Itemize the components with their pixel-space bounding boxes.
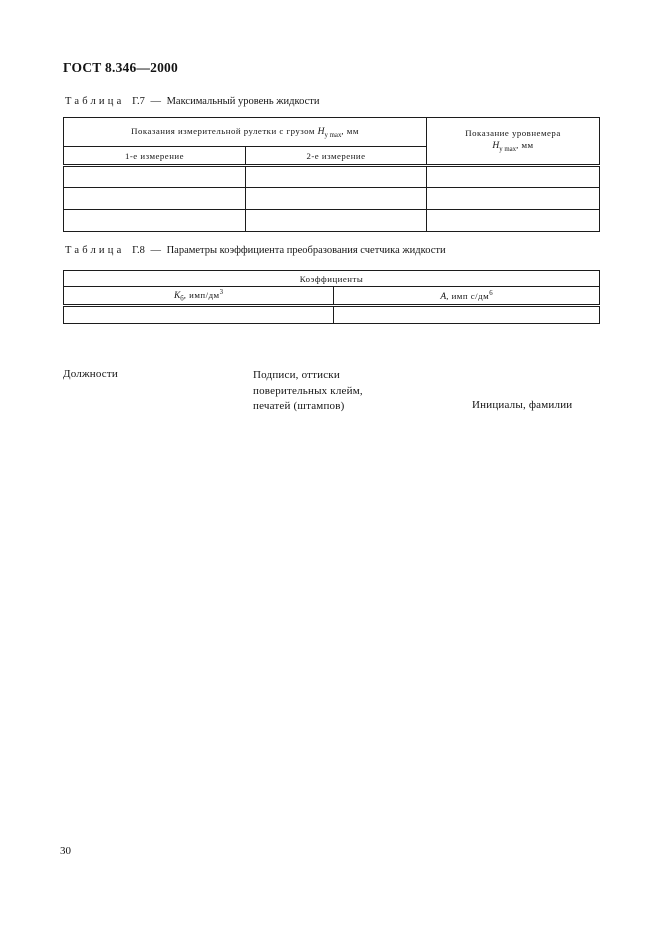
stamp-line: печатей (штампов) xyxy=(253,400,345,412)
g7-header-row-1 xyxy=(64,118,600,147)
g7-col-measurement-2: 2-е измерение xyxy=(246,147,427,166)
g8-empty-row xyxy=(64,306,600,324)
g8-header-coefficients: Коэффициенты xyxy=(64,271,600,287)
caption-title: Параметры коэффициента преобразования счетчика жидкости xyxy=(166,245,446,256)
symbol-H: Н xyxy=(317,126,325,137)
level-gauge-line2: $Н_{у max}$, мм xyxy=(492,139,534,153)
g7-empty-cell xyxy=(427,166,600,188)
g7-empty-cell xyxy=(246,166,427,188)
doc-code-header: ГОСТ 8.346—2000 xyxy=(63,60,178,75)
g7-empty-cell xyxy=(427,188,600,210)
page-number: 30 xyxy=(60,845,71,857)
caption-dash: — xyxy=(150,245,161,256)
g7-header-tape-readings: Показания измерительной рулетки с грузом $Н_{у max}$, мм xyxy=(64,118,427,147)
g7-empty-cell xyxy=(64,188,246,210)
caption-number: Г.7 xyxy=(132,96,145,107)
a-unit-exponent: 6 xyxy=(489,289,493,297)
k-unit-exponent: 3 xyxy=(219,288,224,296)
g8-empty-cell xyxy=(334,306,600,324)
symbol-A: А xyxy=(440,291,447,302)
g7-empty-cell xyxy=(246,210,427,232)
signature-names-label: Инициалы, фамилии xyxy=(472,399,573,411)
g7-empty-cell xyxy=(246,188,427,210)
table-g7-caption xyxy=(65,96,319,107)
g7-header-level-gauge xyxy=(427,118,600,166)
level-gauge-line1: Показание уровнемера xyxy=(465,127,561,138)
g7-empty-cell xyxy=(427,210,600,232)
g8-header-row-1 xyxy=(64,271,600,287)
g7-empty-cell xyxy=(64,210,246,232)
g7-empty-row xyxy=(64,166,600,188)
caption-label: Таблица xyxy=(65,96,125,107)
symbol-K-subscript: б xyxy=(180,295,184,303)
symbol-H: Н xyxy=(492,140,500,151)
signature-positions-label: Должности xyxy=(63,368,118,380)
symbol-K: К xyxy=(173,290,181,301)
g8-col-k-coefficient: $К_б$, имп/$дм^3$ xyxy=(64,287,334,306)
table-g8 xyxy=(63,270,600,324)
caption-label: Таблица xyxy=(65,245,125,256)
caption-number: Г.8 xyxy=(132,245,145,256)
caption-dash: — xyxy=(150,96,161,107)
caption-title: Максимальный уровень жидкости xyxy=(166,96,320,107)
symbol-H-subscript: у max xyxy=(499,145,517,153)
signature-stamp-label xyxy=(253,368,363,415)
g8-col-a-coefficient: А, имп $с/дм^6$ xyxy=(334,287,600,306)
g8-header-row-2 xyxy=(64,287,600,306)
g7-col-measurement-1: 1-е измерение xyxy=(64,147,246,166)
symbol-H-subscript: у max xyxy=(324,131,342,139)
g7-empty-row xyxy=(64,210,600,232)
g7-empty-cell xyxy=(64,166,246,188)
stamp-line: поверительных клейм, xyxy=(253,384,363,397)
g7-empty-row xyxy=(64,188,600,210)
g8-empty-cell xyxy=(64,306,334,324)
stamp-line: Подписи, оттиски xyxy=(253,369,340,381)
table-g7 xyxy=(63,117,600,232)
table-g8-caption xyxy=(65,245,446,256)
